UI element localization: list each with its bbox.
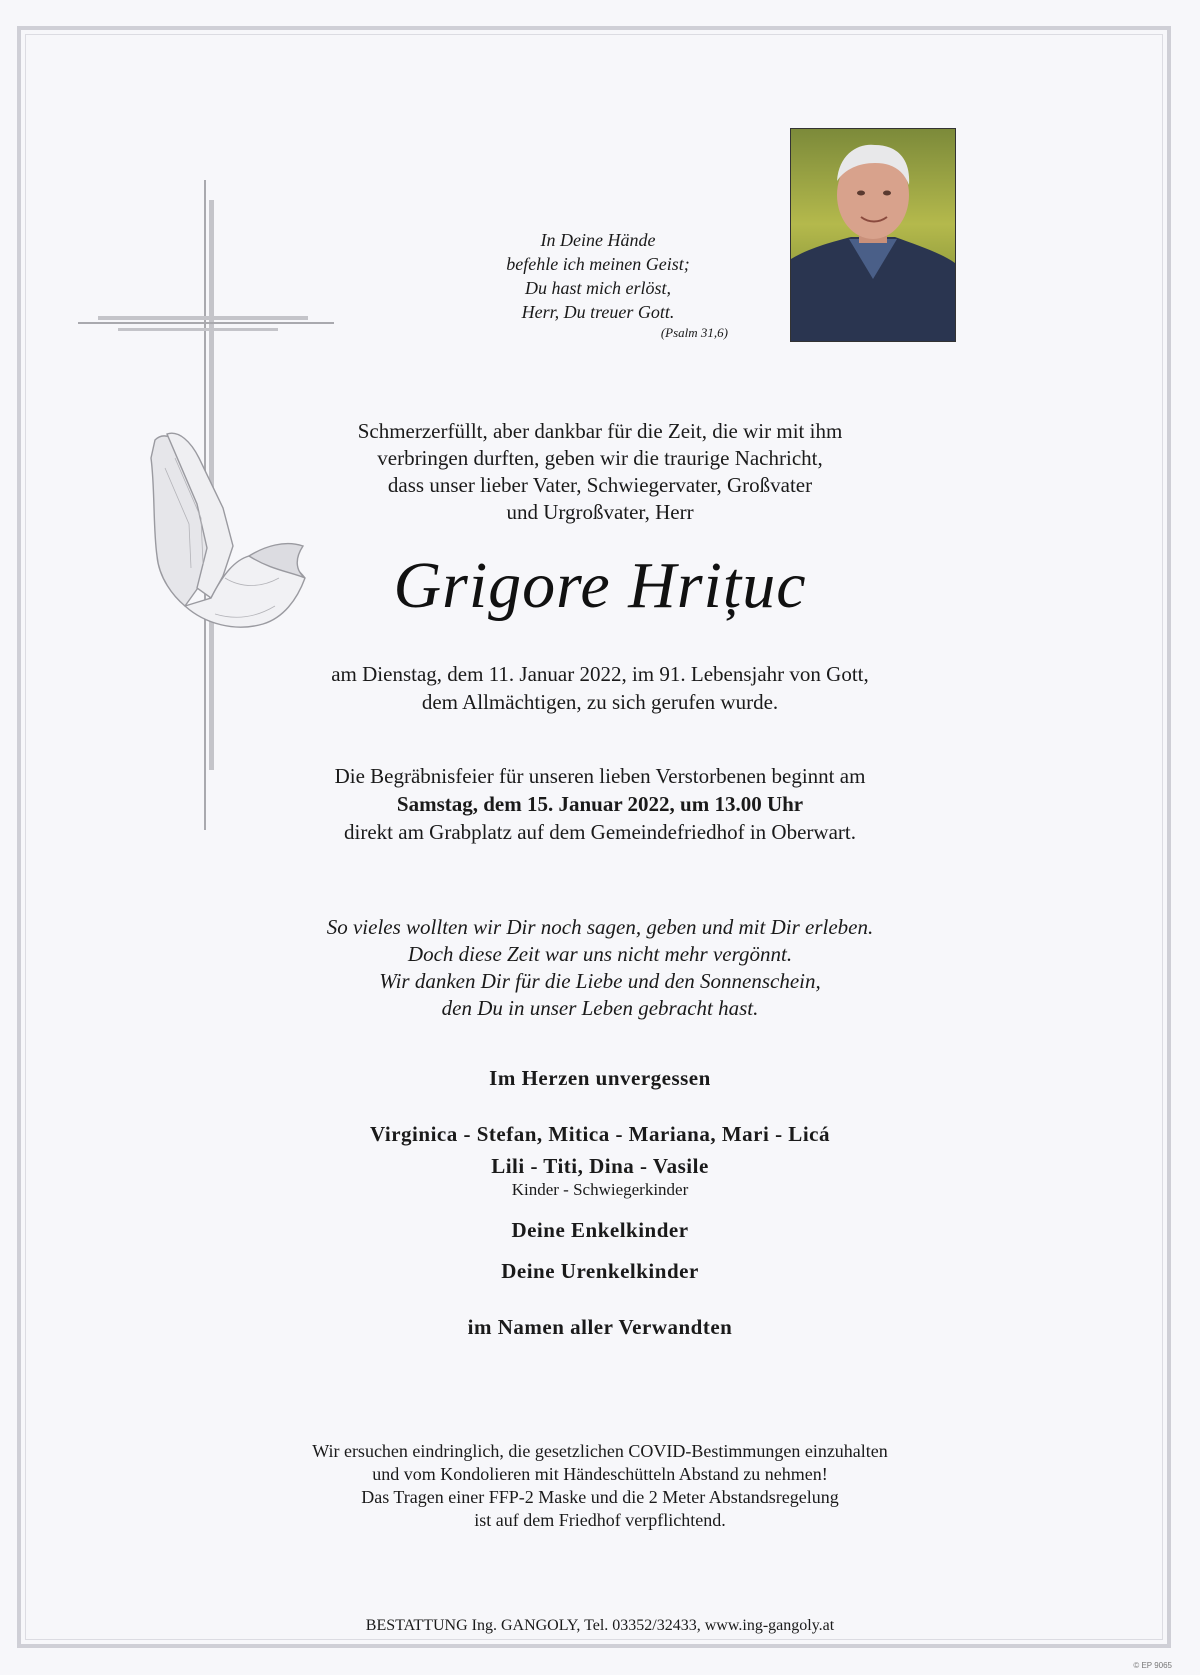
- deceased-name: Grigore Hrițuc: [393, 549, 807, 622]
- farewell-poem: [0, 914, 1200, 1022]
- grandchildren: Deine Enkelkinder: [511, 1218, 689, 1242]
- relatives: im Namen aller Verwandten: [467, 1315, 733, 1339]
- death-line: am Dienstag, dem 11. Januar 2022, im 91. Lebensjahr von Gott,: [331, 662, 869, 686]
- portrait-photo: [790, 128, 956, 342]
- poem-line: Wir danken Dir für die Liebe und den Sonnenschein,: [379, 969, 821, 993]
- covid-notice: [0, 1440, 1200, 1532]
- children-line: Lili - Titi, Dina - Vasile: [491, 1154, 709, 1178]
- covid-line: ist auf dem Friedhof verpflichtend.: [474, 1510, 726, 1530]
- psalm-reference: (Psalm 31,6): [660, 325, 728, 340]
- children-caption: Kinder - Schwiegerkinder: [511, 1180, 689, 1199]
- covid-line: und vom Kondolieren mit Händeschütteln Abstand zu nehmen!: [372, 1464, 828, 1484]
- covid-line: Das Tragen einer FFP-2 Maske und die 2 Meter Abstandsregelung: [361, 1487, 839, 1507]
- psalm-line: In Deine Hände: [540, 230, 656, 250]
- intro-line: dass unser lieber Vater, Schwiegervater, Großvater: [387, 473, 813, 497]
- funeral-date: Samstag, dem 15. Januar 2022, um 13.00 Uhr: [396, 792, 804, 816]
- death-line: dem Allmächtigen, zu sich gerufen wurde.: [421, 690, 779, 714]
- funeral-location: direkt am Grabplatz auf dem Gemeindefriedhof in Oberwart.: [344, 820, 856, 844]
- covid-line: Wir ersuchen eindringlich, die gesetzlichen COVID-Bestimmungen einzuhalten: [312, 1441, 888, 1461]
- intro-line: verbringen durften, geben wir die traurige Nachricht,: [377, 446, 823, 470]
- poem-line: den Du in unser Leben gebracht hast.: [441, 996, 759, 1020]
- great-grandchildren: Deine Urenkelkinder: [501, 1259, 699, 1283]
- psalm-line: Du hast mich erlöst,: [525, 278, 671, 298]
- funeral-line: Die Begräbnisfeier für unseren lieben Verstorbenen beginnt am: [334, 764, 866, 788]
- intro-text: [0, 418, 1200, 526]
- poem-line: So vieles wollten wir Dir noch sagen, geben und mit Dir erleben.: [326, 915, 874, 939]
- document-code: © EP 9065: [1133, 1661, 1172, 1670]
- children-names: [0, 1118, 1200, 1182]
- intro-line: Schmerzerfüllt, aber dankbar für die Zeit, die wir mit ihm: [357, 419, 843, 443]
- psalm-line: befehle ich meinen Geist;: [506, 254, 690, 274]
- memory-heading: Im Herzen unvergessen: [489, 1066, 711, 1090]
- poem-line: Doch diese Zeit war uns nicht mehr vergönnt.: [407, 942, 793, 966]
- funeral-home-footer: BESTATTUNG Ing. GANGOLY, Tel. 03352/32433, www.ing-gangoly.at: [365, 1617, 835, 1634]
- intro-line: und Urgroßvater, Herr: [506, 500, 694, 524]
- death-notice: [0, 660, 1200, 716]
- funeral-info: [0, 762, 1200, 846]
- psalm-quote: [448, 228, 748, 342]
- children-line: Virginica - Stefan, Mitica - Mariana, Mari - Licá: [370, 1122, 830, 1146]
- psalm-line: Herr, Du treuer Gott.: [521, 302, 675, 322]
